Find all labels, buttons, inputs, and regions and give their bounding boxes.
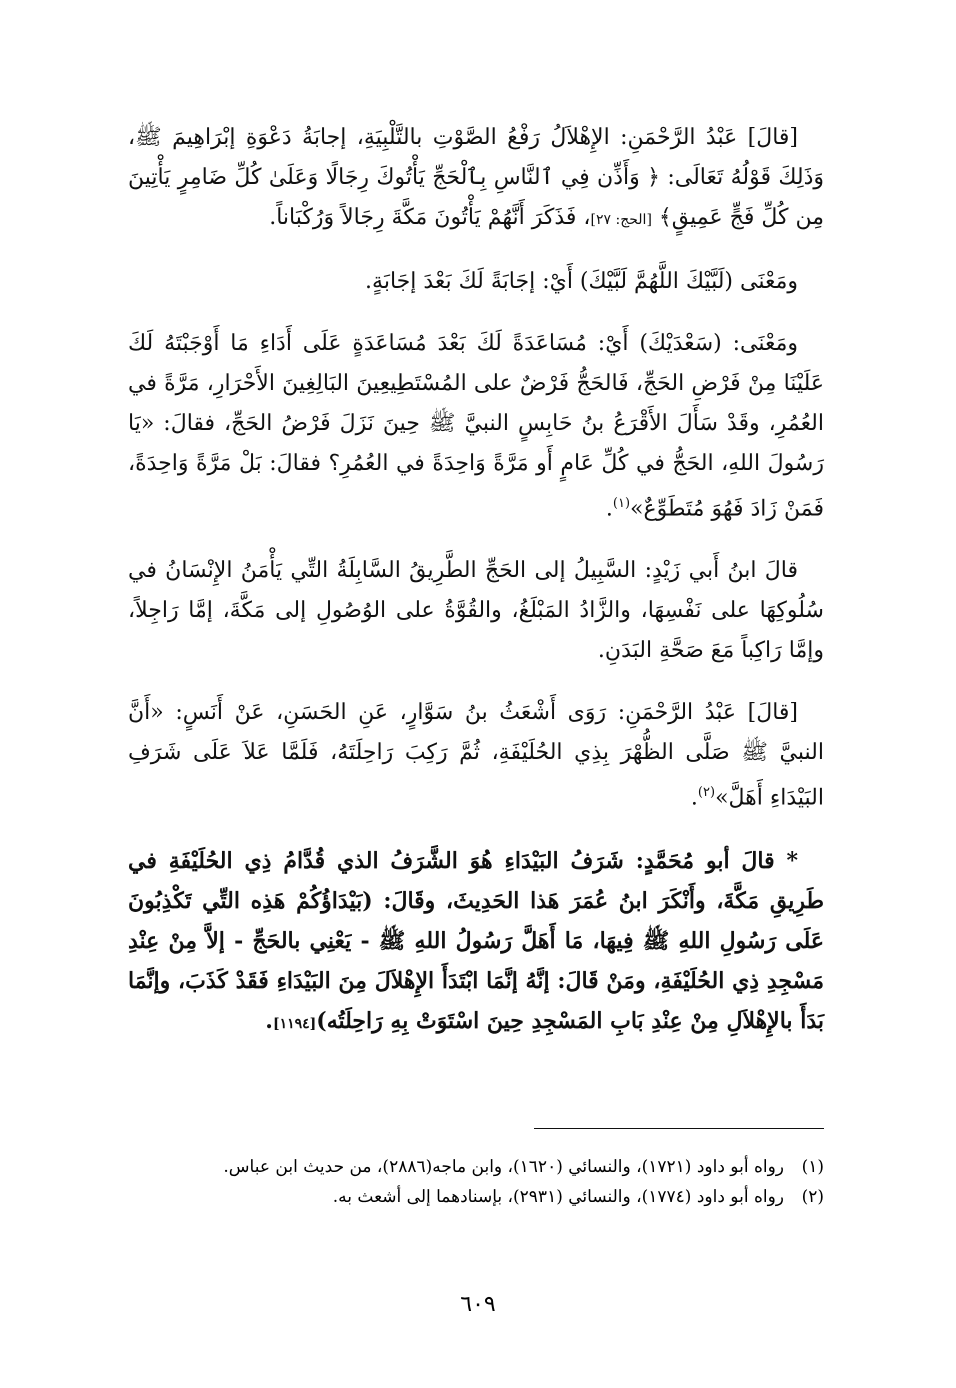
footnote-1	[128, 1152, 824, 1182]
footnote-ref-2[interactable]: (٢)	[697, 785, 716, 801]
footnote-text: رواه أبو داود (١٧٧٤)، والنسائي (٢٩٣١)، بإسنادهما إلى أشعث به.	[332, 1187, 784, 1207]
paragraph-abu-muhammad	[128, 841, 824, 1044]
footnote-separator	[534, 1128, 824, 1129]
footnote-text: رواه أبو داود (١٧٢١)، والنسائي (١٦٢٠)، وابن ماجه(٢٨٨٦)، من حديث ابن عباس.	[223, 1157, 784, 1177]
paragraph-text: ، فَذَكَرَ أَنَّهُمْ يَأْتُونَ مَكَّةَ رِجَالاً وَرُكْبَاناً.	[269, 205, 591, 230]
footnote-ref-1[interactable]: (١)	[612, 496, 631, 511]
footnote-number: (١)	[801, 1157, 824, 1177]
paragraph-text: .	[605, 496, 613, 522]
footnote-number: (٢)	[801, 1187, 824, 1207]
quran-reference: [الحج: ٢٧]	[590, 212, 652, 228]
paragraph-text: ومَعْنَى: (سَعْدَيْكَ) أَيْ: مُسَاعَدَةً لَكَ بَعْدَ مُسَاعَدَةٍ عَلَى أَدَاءِ مَا أَوْجَبْتَهُ لَكَ عَلَيْنَا مِنْ فَرْضِ الحَجِّ، فَالحَجُّ فَرْضٌ على المُسْتَطِيعِينَ البَالِغِينَ الأَحْرَارِ، مَرَّةً في العُمُرِ، وقَدْ سَأَلَ الأَقْرَعُ بنُ حَابِسٍ النبيَّ ﷺ حِينَ نَزَلَ فَرْضُ الحَجِّ، فقالَ: «يَا رَسُولَ اللهِ، الحَجُّ في كُلِّ عَامٍ أَو مَرَّةً وَاحِدَةً في العُمُرِ؟ فقالَ: بَلْ مَرَّةً وَاحِدَةً، فَمَنْ زَادَ فَهُوَ مُتَطَوِّعٌ»	[128, 331, 824, 522]
paragraph-text: قالَ ابنُ أَبي زَيْدٍ: السَّبِيلُ إلى الحَجِّ الطَّرِيقُ السَّابِلَةُ التِّي يَأْمَنُ الإِنْسَانُ في سُلُوكِهَا على نَفْسِهَا، والزَّادُ المَبْلَغُ، والقُوَّةُ على الوُصُولِ إلى مَكَّةَ، إمَّا رَاجِلاً، وإمَّا رَاكِباً مَعَ صَحَّةِ البَدَنِ.	[128, 558, 824, 664]
paragraph-text: * قالَ أبو مُحَمَّدٍ: شَرَفُ البَيْدَاءِ هُوَ الشَّرَفُ الذي قُدَّامُ ذِي الحُلَيْفَةِ في طَرِيقِ مَكَّةَ، وأَنْكَرَ ابنُ عُمَرَ هَذا الحَدِيثَ، وقَالَ: (بَيْدَاؤُكُمْ هَذِه التِّي تَكْذِبُونَ عَلَى رَسُولِ اللهِ ﷺ فِيهَا، مَا أَهَلَّ رَسُولُ اللهِ ﷺ - يَعْنِي بالحَجِّ - إلاَّ مِنْ عِنْدِ مَسْجِدِ ذِي الحُلَيْفَةِ، ومَنْ قَالَ: إنَّهُ إنَّمَا ابْتَدَأَ الإِهْلاَلَ مِنَ البَيْدَاءِ فَقَدْ كَذَبَ، وإنَّمَا بَدَأَ بالإِهْلاَلِ مِنْ عِنْدِ بَابِ المَسْجِدِ حِينَ اسْتَوَتْ بِهِ رَاحِلَتُه)	[128, 847, 825, 1034]
paragraph-anas-hadith	[128, 693, 824, 818]
paragraph-text: [قالَ] عَبْدُ الرَّحْمَنِ: رَوَى أَشْعَثُ بنُ سَوَّارٍ، عَنِ الحَسَنِ، عَنْ أَنَسٍ: «أَنَّ النبيَّ ﷺ صَلَّى الظُّهْرَ بِذِي الحُلَيْفَةِ، ثُمَّ رَكِبَ رَاحِلَتَهُ، فَلَمَّا عَلاَ عَلَى شَرَفِ البَيْدَاءِ أَهَلَّ»	[128, 700, 824, 811]
paragraph-sadayk-meaning	[128, 324, 824, 529]
footnotes	[128, 1152, 824, 1212]
paragraph-text: .	[265, 1007, 273, 1034]
paragraph-ibn-abi-zayd	[128, 551, 824, 671]
paragraph-text: .	[690, 785, 698, 811]
page-number: ٦٠٩	[460, 1292, 496, 1317]
hadith-number: [١١٩٤]	[272, 1015, 317, 1032]
paragraph-ihlal-definition	[128, 118, 824, 240]
footnote-2	[128, 1182, 824, 1212]
paragraph-text: ومَعْنَى (لَبَّيْكَ اللَّهُمَّ لَبَّيْكَ) أَيْ: إجَابَةً لَكَ بَعْدَ إجَابَةٍ.	[365, 269, 798, 294]
paragraph-text: [قالَ] عَبْدُ الرَّحْمَنِ: الإِهْلاَلُ رَفْعُ الصَّوْتِ بالتَّلْبِيَةِ، إجابَةُ دَعْوَةِ إبْرَاهِيمَ ﷺ، وَذَلِكَ قَوْلُهُ تَعَالَى: ﴿ وَأَذِّن فِي ٱلنَّاسِ بِٱلْحَجِّ يَأْتُوكَ رِجَالًا وَعَلَىٰ كُلِّ ضَامِرٍ يَأْتِينَ مِن كُلِّ فَجٍّ عَمِيقٍ﴾	[128, 125, 824, 230]
paragraph-labbayk-meaning	[128, 262, 824, 302]
